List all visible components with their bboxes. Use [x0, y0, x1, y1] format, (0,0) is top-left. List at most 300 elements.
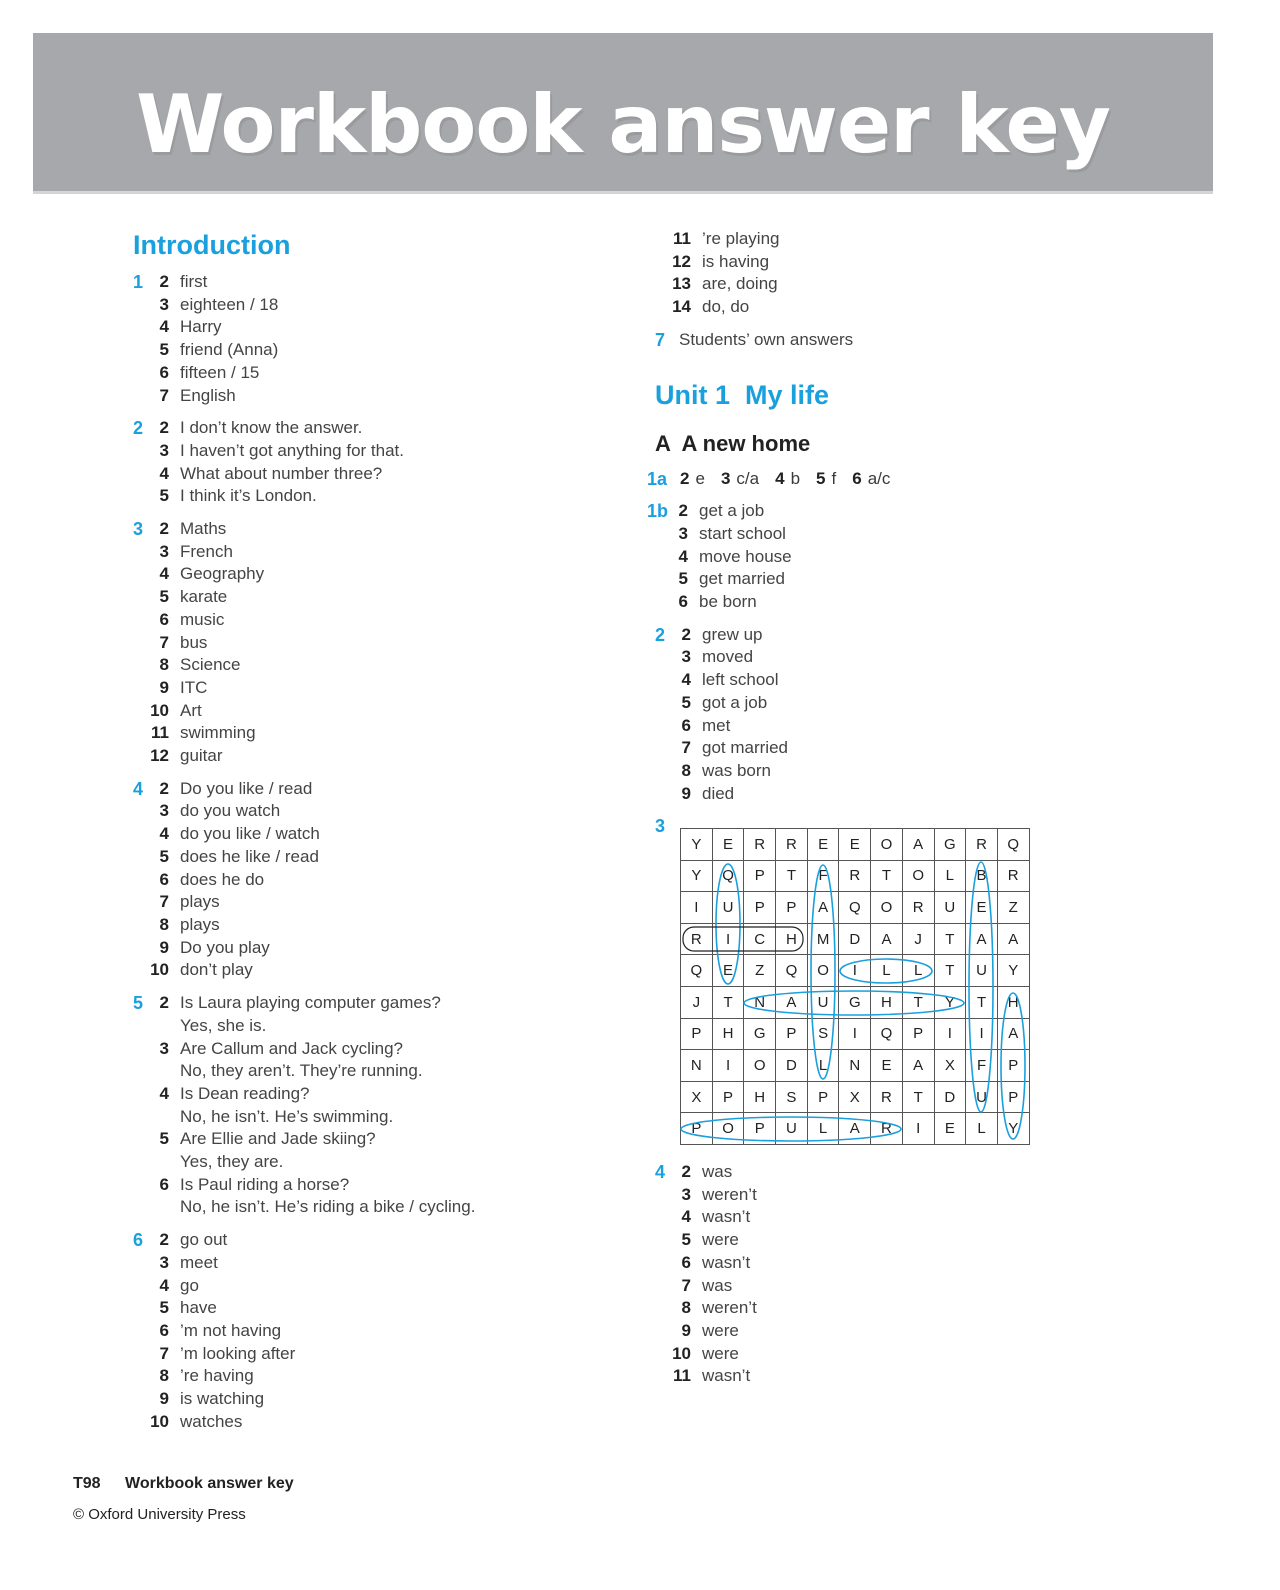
answer-text: was born [702, 760, 771, 780]
unit-heading: Unit 1 My life [655, 379, 830, 410]
answer-row [133, 1297, 633, 1320]
answer-text: does he like / read [180, 846, 319, 866]
answer-text: Harry [180, 317, 222, 337]
grid-cell: M [808, 924, 840, 956]
answer-text: Is Paul riding a horse? [180, 1174, 350, 1194]
grid-cell: D [839, 924, 871, 956]
grid-cell: O [744, 1050, 776, 1082]
answer-text: are, doing [702, 274, 778, 294]
grid-cell: P [713, 1082, 745, 1114]
item-number: 2 [159, 778, 169, 798]
answer-text: I don’t know the answer. [180, 418, 363, 438]
answer-text: ’m not having [180, 1320, 282, 1340]
answer-text: left school [702, 670, 779, 690]
item-number: 6 [852, 468, 862, 488]
grid-cell: I [903, 1113, 935, 1145]
answer-row [655, 546, 1215, 569]
grid-cell: U [935, 892, 967, 924]
grid-cell: A [776, 987, 808, 1019]
grid-cell: X [935, 1050, 967, 1082]
grid-cell: A [839, 1113, 871, 1145]
answer-text: meet [180, 1252, 218, 1272]
item-number [133, 1151, 169, 1174]
item-number: 2 [681, 624, 691, 644]
item-number: 8 [159, 914, 169, 934]
item-number: 7 [159, 1343, 169, 1363]
answer-text: Are Callum and Jack cycling? [180, 1038, 403, 1058]
answer-text: plays [180, 914, 220, 934]
answer-row [655, 273, 1215, 296]
item-number [133, 1196, 169, 1219]
grid-cell: G [935, 829, 967, 861]
grid-cell: P [776, 1019, 808, 1051]
grid-cell: Y [998, 1113, 1030, 1145]
answer-pair [852, 468, 890, 491]
answer-text: English [180, 385, 236, 405]
exercise-5 [133, 992, 633, 1219]
grid-cell: P [744, 1113, 776, 1145]
grid-cell: J [903, 924, 935, 956]
answer-text: b [790, 468, 801, 488]
grid-cell: F [808, 861, 840, 893]
answer-row [655, 228, 1215, 251]
grid-cell: E [839, 829, 871, 861]
grid-cell: L [935, 861, 967, 893]
answer-row [133, 677, 633, 700]
grid-cell: X [839, 1082, 871, 1114]
answer-text: go out [180, 1230, 228, 1250]
answer-text: a/c [867, 468, 891, 488]
item-number: 4 [159, 317, 169, 337]
item-number: 5 [159, 846, 169, 866]
grid-cell: L [808, 1113, 840, 1145]
answer-text: is watching [180, 1389, 265, 1409]
item-number: 6 [159, 1174, 169, 1194]
answer-row [133, 1038, 633, 1061]
grid-cell: Z [998, 892, 1030, 924]
grid-cell: I [839, 1019, 871, 1051]
answer-text: does he do [180, 869, 265, 889]
item-number: 4 [678, 546, 688, 566]
grid-cell: D [776, 1050, 808, 1082]
answer-text: Maths [180, 519, 227, 539]
item-number: 6 [159, 869, 169, 889]
grid-cell: O [713, 1113, 745, 1145]
answer-text: f [831, 468, 837, 488]
grid-cell: R [998, 861, 1030, 893]
answer-text: wasn’t [702, 1252, 751, 1272]
answer-text: Yes, they are. [180, 1152, 284, 1172]
item-number: 2 [159, 1230, 169, 1250]
answer-text: got married [702, 738, 788, 758]
grid-cell: I [935, 1019, 967, 1051]
item-number: 10 [672, 1343, 691, 1363]
answer-text: swimming [180, 723, 256, 743]
item-number: 4 [159, 1083, 169, 1103]
answer-text: is having [702, 251, 770, 271]
title-banner [33, 33, 1213, 194]
item-number: 5 [681, 1230, 691, 1250]
answer-row [133, 563, 633, 586]
grid-cell: T [903, 987, 935, 1019]
answer-row [133, 1015, 633, 1038]
grid-cell: T [713, 987, 745, 1019]
answer-row [655, 251, 1215, 274]
answer-text: ITC [180, 677, 208, 697]
answer-row [133, 745, 633, 768]
grid-cell: J [681, 987, 713, 1019]
item-number: 8 [159, 655, 169, 675]
answer-text: first [180, 272, 208, 291]
answer-text: was [702, 1162, 733, 1181]
answer-row [655, 737, 1215, 760]
exercise-number: 2 [655, 624, 666, 645]
grid-cell: S [776, 1082, 808, 1114]
answer-pair [721, 468, 759, 491]
answer-text: What about number three? [180, 463, 383, 483]
answer-row [133, 1275, 633, 1298]
item-number: 9 [681, 1320, 691, 1340]
section-heading: A A new home [655, 430, 811, 456]
item-number: 4 [775, 468, 785, 488]
answer-text: No, they aren’t. They’re running. [180, 1061, 423, 1081]
grid-cell: I [681, 892, 713, 924]
item-number: 14 [672, 297, 691, 317]
answer-text: do you like / watch [180, 824, 320, 844]
grid-cell: E [808, 829, 840, 861]
item-number: 3 [720, 468, 731, 488]
answer-text: were [702, 1343, 739, 1363]
item-number: 4 [681, 1207, 691, 1227]
answer-row [133, 823, 633, 846]
grid-cell: X [681, 1082, 713, 1114]
answer-row [133, 1365, 633, 1388]
exercise-1a [647, 468, 1215, 491]
exercise-4-column [655, 1161, 1055, 1388]
item-number: 4 [159, 564, 169, 584]
answer-text: wasn’t [702, 1207, 751, 1227]
introduction-heading: Introduction [133, 230, 291, 260]
exercise-4 [133, 778, 633, 982]
item-number: 5 [159, 486, 169, 506]
grid-cell: Z [744, 955, 776, 987]
item-number: 2 [159, 272, 169, 291]
grid-cell: F [966, 1050, 998, 1082]
grid-cell: U [713, 892, 745, 924]
answer-row [655, 624, 1215, 647]
grid-cell: H [776, 924, 808, 956]
answer-text: bus [180, 632, 208, 652]
item-number: 3 [681, 647, 691, 667]
grid-cell: C [744, 924, 776, 956]
answer-row [133, 800, 633, 823]
grid-cell: A [903, 1050, 935, 1082]
grid-cell: E [935, 1113, 967, 1145]
answer-text: c/a [736, 468, 760, 488]
answer-row [133, 518, 633, 541]
item-number: 8 [681, 760, 691, 780]
footer-label: Workbook answer key [125, 1475, 294, 1492]
answer-text: music [180, 609, 225, 629]
grid-cell: L [966, 1113, 998, 1145]
exercise-number: 4 [133, 778, 144, 799]
grid-cell: U [966, 1082, 998, 1114]
grid-cell: Q [839, 892, 871, 924]
answer-row [133, 463, 633, 486]
answer-text: do, do [702, 297, 750, 317]
answer-row [133, 1388, 633, 1411]
answer-text: e [695, 468, 705, 488]
answer-row [133, 778, 633, 801]
answer-row [133, 891, 633, 914]
grid-cell: P [744, 892, 776, 924]
grid-cell: H [744, 1082, 776, 1114]
answer-pair [775, 468, 800, 491]
answer-text: Yes, she is. [180, 1015, 267, 1035]
grid-cell: O [871, 892, 903, 924]
answer-text: Art [180, 700, 202, 720]
grid-cell: Q [871, 1019, 903, 1051]
right-column [647, 228, 1215, 837]
answer-row [133, 1343, 633, 1366]
answer-pair [680, 468, 705, 491]
grid-cell: Q [776, 955, 808, 987]
answer-text: friend (Anna) [180, 340, 279, 360]
exercise-number: 4 [655, 1162, 666, 1182]
answer-text: fifteen / 15 [180, 362, 260, 382]
grid-cell: P [998, 1050, 1030, 1082]
item-number: 7 [681, 1275, 691, 1295]
item-number: 6 [159, 362, 169, 382]
answer-text: get married [699, 569, 785, 589]
item-number: 3 [159, 541, 169, 561]
answer-row [133, 417, 633, 440]
grid-cell: A [871, 924, 903, 956]
grid-cell: A [903, 829, 935, 861]
grid-cell: T [935, 924, 967, 956]
grid-cell: O [903, 861, 935, 893]
answer-row [655, 1343, 1055, 1366]
item-number: 6 [678, 592, 688, 612]
item-number: 9 [159, 937, 169, 957]
answer-text: karate [180, 587, 228, 607]
grid-cell: E [713, 829, 745, 861]
answer-row [133, 1060, 633, 1083]
answer-text: Is Laura playing computer games? [180, 993, 441, 1013]
grid-cell: I [966, 1019, 998, 1051]
grid-cell: H [998, 987, 1030, 1019]
answer-text: was [702, 1275, 733, 1295]
grid-cell: Y [998, 955, 1030, 987]
grid-cell: E [871, 1050, 903, 1082]
answer-row [133, 316, 633, 339]
grid-cell: O [871, 829, 903, 861]
item-number: 2 [680, 468, 690, 488]
grid-cell: P [998, 1082, 1030, 1114]
item-number: 9 [159, 1389, 169, 1409]
grid-cell: Y [681, 861, 713, 893]
exercise-7 [655, 329, 1215, 352]
answer-row [133, 1196, 633, 1219]
answer-row [133, 1151, 633, 1174]
exercise-2 [655, 624, 1215, 806]
answer-row [655, 568, 1215, 591]
answer-row [655, 783, 1215, 806]
introduction-exercises [133, 271, 633, 1433]
answer-row [133, 339, 633, 362]
answer-row [655, 523, 1215, 546]
grid-cell: R [776, 829, 808, 861]
answer-row [133, 914, 633, 937]
item-number: 9 [159, 677, 169, 697]
item-number: 9 [681, 783, 691, 803]
answer-row [133, 1106, 633, 1129]
grid-cell: L [903, 955, 935, 987]
answer-row [133, 586, 633, 609]
exercise-6 [133, 1229, 633, 1433]
answer-text: have [180, 1298, 217, 1318]
item-number: 11 [673, 1366, 691, 1386]
grid-cell: U [966, 955, 998, 987]
grid-cell: N [744, 987, 776, 1019]
item-number: 10 [150, 960, 169, 980]
answer-row [133, 609, 633, 632]
grid-cell: R [839, 861, 871, 893]
grid-cell: L [871, 955, 903, 987]
grid-cell: P [681, 1113, 713, 1145]
answer-row [133, 485, 633, 508]
answer-pair [816, 468, 836, 491]
answer-text: start school [699, 523, 786, 543]
item-number: 5 [159, 340, 169, 360]
word-search-puzzle [680, 828, 1030, 1144]
answer-row [655, 500, 1215, 523]
answer-text: ’m looking after [180, 1343, 296, 1363]
answer-row [133, 1320, 633, 1343]
item-number: 6 [159, 1320, 169, 1340]
exercise-2 [133, 417, 633, 508]
exercise-7-text: Students’ own answers [679, 329, 854, 349]
answer-text: Geography [180, 564, 265, 584]
grid-cell: E [966, 892, 998, 924]
grid-cell: Y [935, 987, 967, 1019]
grid-cell: R [681, 924, 713, 956]
page-code: T98 [73, 1475, 101, 1492]
answer-row [655, 1320, 1055, 1343]
grid-cell: A [998, 924, 1030, 956]
answer-row [133, 846, 633, 869]
answer-row [133, 271, 633, 294]
answer-text: No, he isn’t. He’s swimming. [180, 1106, 394, 1126]
answer-text: Science [180, 655, 241, 675]
answer-text: Is Dean reading? [180, 1083, 310, 1103]
answer-row [133, 869, 633, 892]
item-number: 7 [159, 632, 169, 652]
item-number: 7 [159, 385, 169, 405]
answer-row [655, 1184, 1055, 1207]
grid-cell: T [966, 987, 998, 1019]
answer-text: watches [180, 1411, 243, 1431]
answer-row [133, 959, 633, 982]
exercise-number: 1b [647, 501, 669, 522]
answer-text: I think it’s London. [180, 486, 317, 506]
answer-text: go [180, 1275, 199, 1295]
item-number: 11 [151, 723, 169, 743]
answer-row [133, 1174, 633, 1197]
item-number: 3 [159, 294, 169, 314]
grid-cell: Q [713, 861, 745, 893]
answer-text: I haven’t got anything for that. [180, 440, 404, 460]
grid-cell: T [903, 1082, 935, 1114]
exercise-number: 2 [133, 418, 144, 439]
answer-text: were [702, 1230, 739, 1250]
answer-text: move house [699, 546, 792, 566]
answer-row [655, 1365, 1055, 1388]
left-column [133, 232, 633, 1443]
item-number: 6 [159, 609, 169, 629]
answer-text: got a job [702, 692, 768, 712]
answer-row [655, 1297, 1055, 1320]
answer-text: met [702, 715, 731, 735]
answer-text: died [702, 783, 735, 803]
answer-text: eighteen / 18 [180, 294, 279, 314]
grid-cell: Q [681, 955, 713, 987]
item-number: 3 [678, 523, 688, 543]
item-number: 12 [672, 251, 691, 271]
item-number: 3 [681, 1184, 691, 1204]
answer-row [133, 722, 633, 745]
grid-cell: T [776, 861, 808, 893]
exercise-number: 1 [133, 272, 144, 292]
grid-cell: Y [681, 829, 713, 861]
item-number: 2 [159, 519, 169, 539]
answer-row [133, 1252, 633, 1275]
answer-text: don’t play [180, 960, 253, 980]
answer-row [655, 646, 1215, 669]
exercise-3 [133, 518, 633, 768]
grid-cell: P [681, 1019, 713, 1051]
answer-text: weren’t [702, 1298, 757, 1318]
item-number: 2 [159, 418, 169, 438]
answer-row [133, 440, 633, 463]
grid-cell: H [871, 987, 903, 1019]
answer-row [133, 1411, 633, 1434]
item-number: 4 [681, 670, 691, 690]
answer-text: Are Ellie and Jade skiing? [180, 1129, 376, 1149]
item-number: 3 [159, 801, 169, 821]
answer-text: moved [702, 647, 754, 667]
grid-cell: G [839, 987, 871, 1019]
item-number [133, 1015, 169, 1038]
item-number: 5 [816, 468, 826, 488]
grid-cell: R [871, 1113, 903, 1145]
grid-cell: G [744, 1019, 776, 1051]
grid-cell: R [966, 829, 998, 861]
page-title: Workbook answer key [136, 78, 1110, 171]
answer-row [133, 362, 633, 385]
grid-cell: I [713, 924, 745, 956]
item-number: 4 [159, 463, 169, 483]
item-number: 3 [159, 1252, 169, 1272]
item-number: 10 [150, 700, 169, 720]
answer-row [133, 654, 633, 677]
grid-cell: H [713, 1019, 745, 1051]
item-number: 4 [159, 824, 169, 844]
item-number [133, 1106, 169, 1129]
item-number: 5 [159, 587, 169, 607]
item-number: 2 [678, 501, 688, 521]
word-search-grid [680, 828, 1030, 1145]
